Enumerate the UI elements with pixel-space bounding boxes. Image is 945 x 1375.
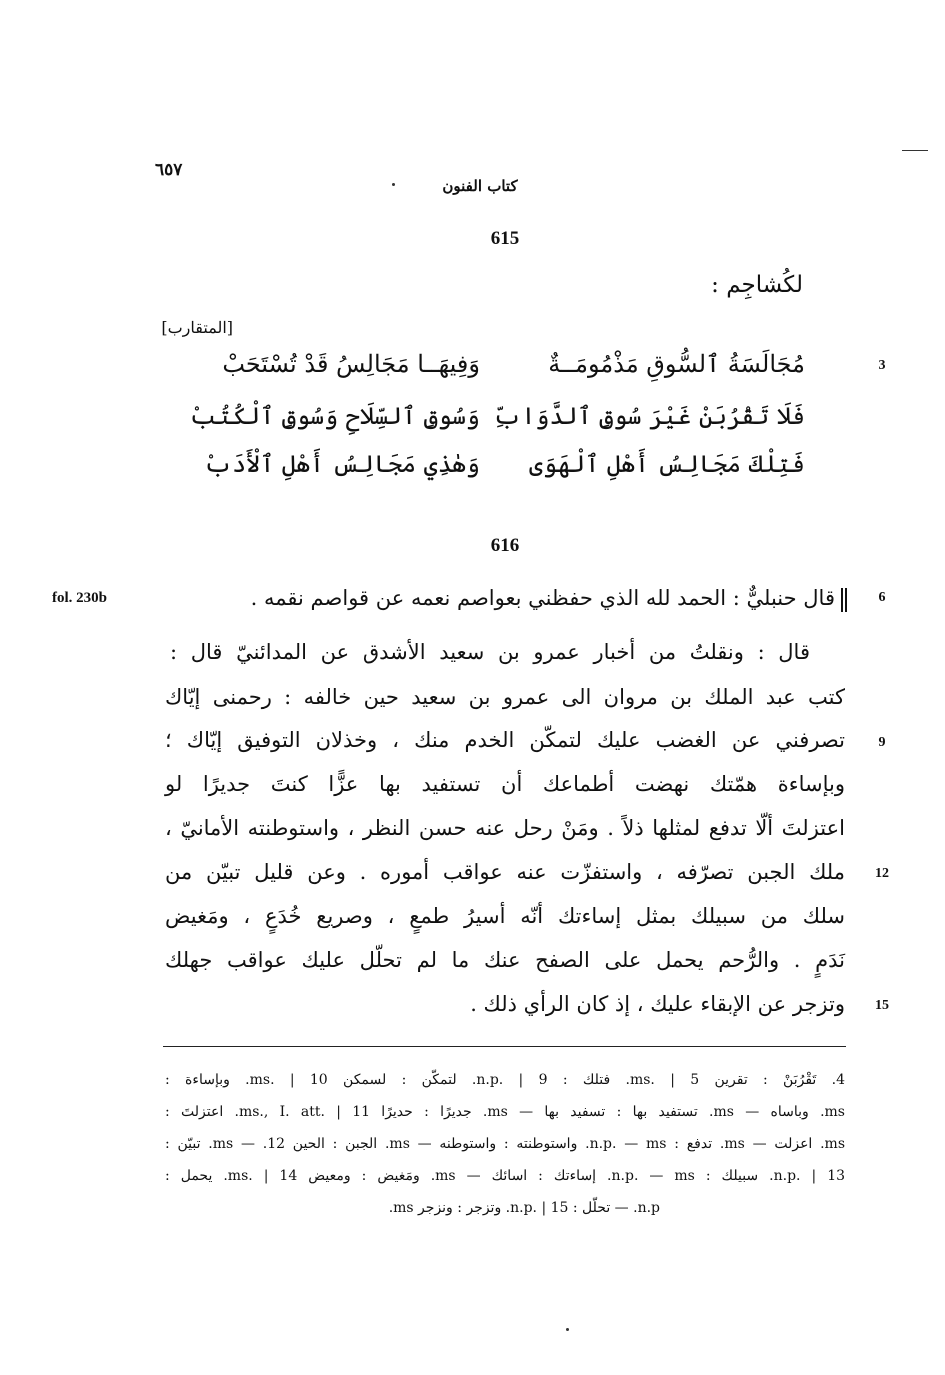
prose-line [175,586,847,612]
footnote-line: ms. اعزلت — ms. تدفع : n.p. — ms. واستوطنته : واستوطنه — ms. الجبن : الحين 12. — ms. تبيّن : [165,1136,846,1152]
verse-hemistich-left: وَسُوقِ ٱلسِّلَاحِ وَسُوقِ ٱلْكُتُبْ [189,402,480,430]
footnote-line: n.p. | 13. سبيلك : n.p. — ms. إساءتك : اسائك — ms. ومَغيض : ومعيض ms. | 14. يحمل : [165,1168,846,1184]
verse-hemistich-left: وَهٰذِي مَجَالِسُ أَهْلِ ٱلْأَدَبْ [203,450,480,478]
running-title: كتاب الفنون [442,177,518,195]
prose-line: ملك الجبن تصرّفه ، واستفزّت عنه عواقب أموره . وعن قليل تبيّن من [165,860,845,884]
footnote-rule [163,1046,846,1047]
poet-attribution: لكُشاجِم : [711,272,803,298]
section-number-616: 616 [490,535,520,556]
prose-line: سلك من سبيلك بمثل إساءتك أنّه أسيرُ طمعٍ ، وصريع خُدَعٍ ، ومَغيض [165,904,845,928]
verse-hemistich-right: مُجَالَسَةُ ٱلسُّوقِ مَذْمُومَــةٌ [548,350,805,378]
scan-speck [392,183,395,186]
prose-line: تصرفني عن الغضب عليك لتمكّن الخدم منك ، وخذلان التوفيق إيّاك ؛ [165,728,845,752]
prose-line: اعتزلتَ ألّا تدفع لمثلها ذلاً . ومَنْ رحل عنه حسن النظر ، واستوطنته الأمانيّ ، [165,816,845,840]
prose-line: وبإساءة همّتك نهضت أطماعك أن تستفيد بها عزًّا كنتَ جديرًا لو [165,772,845,796]
line-number: 3 [878,358,886,373]
prose-line: وتزجر عن الإبقاء عليك ، إذ كان الرأي ذلك . [470,992,845,1016]
verse-line [0,402,945,444]
line-number: 12 [875,866,889,881]
verse-line [0,350,945,392]
footnote-line: n.p. — تحلّل : n.p. | 15. وتزجر : ونزجر ms. [388,1200,660,1216]
footnote-line: 4. تَقْرُبَنْ : تقرين ms. | 5. فتلك : n.p. | 9. لتمكّن : لسمكن ms. | 10. وبإساءة : [165,1072,846,1088]
line-number: 15 [875,998,889,1013]
folio-break-marker [841,588,847,612]
line-number: 9 [878,735,886,750]
poetic-meter: [المتقارب] [161,318,233,337]
scan-mark [902,150,928,151]
verse-hemistich-right: فَتِلْكَ مَجَالِسُ أَهْلِ ٱلْهَوَى [528,450,805,478]
footnote-line: ms. وباساه — ms. تستفيد بها : تسفيد بها — ms. جديرًا : حديرًا ms., I. att. | 11. اعتزلتَ : [165,1104,845,1120]
prose-line: نَدَمٍ . والرُّحم يحمل على الصفح عنك ما لم تحلّل عليك عواقب جهلك [165,948,845,972]
prose-line: كتب عبد الملك بن مروان الى عمرو بن سعيد حين خالفه : رحمنى إيّاك [165,685,845,709]
page-number: ٦٥٧ [155,160,183,180]
section-number-615: 615 [490,228,520,249]
prose-line: قال : ونقلتُ من أخبار عمرو بن سعيد الأشدق عن المدائنيّ قال : [170,640,810,664]
scan-speck [566,1328,569,1331]
verse-line [0,450,945,492]
prose-text: قال حنبليٌّ : الحمد لله الذي حفظني بعواصم نعمه عن قواصم نقمه . [250,586,835,610]
folio-reference: fol. 230b [52,590,108,606]
verse-hemistich-left: وَفِيهَــا مَجَالِسُ قَدْ تُسْتَحَبْ [222,350,480,378]
verse-hemistich-right: فَلَا تَقْرُبَنْ غَيْرَ سُوقِ ٱلدَّوَابِّ [493,402,805,430]
line-number: 6 [878,590,886,605]
